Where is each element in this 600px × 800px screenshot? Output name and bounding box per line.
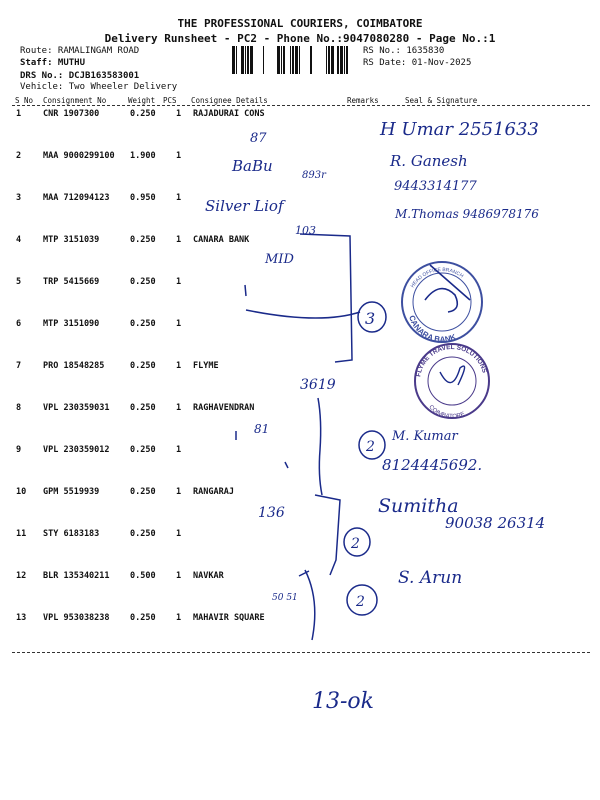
- row12-note: 50 51: [272, 593, 298, 603]
- canara-bank-stamp: [402, 262, 482, 344]
- row-weight: 0.250: [130, 319, 156, 329]
- row-consignment-no: TRP 5415669: [43, 277, 100, 287]
- route-label: Route: RAMALINGAM ROAD: [20, 46, 140, 56]
- travel-stamp-text: FLYME TRAVEL SOLUTIONS: [415, 343, 488, 378]
- col-seal-signature: Seal & Signature: [405, 96, 478, 105]
- row10-note: 136: [258, 505, 285, 521]
- row-sno: 2: [16, 151, 22, 161]
- row2-name: BaBu: [232, 157, 273, 175]
- row-consignee: NAVKAR: [193, 571, 224, 581]
- row-consignment-no: MAA 9000299100: [43, 151, 115, 161]
- row-weight: 0.250: [130, 487, 156, 497]
- row-consignee: RAJADURAI CONS: [193, 109, 265, 119]
- grouping-brackets: [236, 234, 386, 640]
- row-weight: 0.250: [130, 235, 156, 245]
- row-sno: 10: [16, 487, 27, 497]
- row-consignee: MAHAVIR SQUARE: [193, 613, 265, 623]
- row12-signature: S. Arun: [398, 568, 463, 588]
- row-weight: 0.950: [130, 193, 156, 203]
- row-consignee: FLYME: [193, 361, 219, 371]
- row-weight: 0.250: [130, 403, 156, 413]
- row-consignment-no: PRO 18548285: [43, 361, 105, 371]
- row-pcs: 1: [176, 277, 182, 287]
- row-sno: 13: [16, 613, 27, 623]
- row-pcs: 1: [176, 193, 182, 203]
- row-weight: 0.250: [130, 361, 156, 371]
- row-sno: 11: [16, 529, 27, 539]
- drs-label: DRS No.: DCJB163583001: [20, 71, 140, 81]
- row1-signature: H Umar 2551633: [380, 119, 539, 140]
- row-sno: 6: [16, 319, 22, 329]
- row-consignment-no: CNR 1907300: [43, 109, 100, 119]
- row-consignment-no: MTP 3151039: [43, 235, 100, 245]
- travel-stamp-subtext: COIMBATORE: [427, 404, 466, 421]
- row-weight: 0.250: [130, 613, 156, 623]
- row-pcs: 1: [176, 109, 182, 119]
- row-weight: 0.250: [130, 109, 156, 119]
- row-consignment-no: VPL 230359031: [43, 403, 110, 413]
- row-consignment-no: VPL 230359012: [43, 445, 110, 455]
- row7-note: 3619: [300, 377, 336, 393]
- runsheet-subtitle: Delivery Runsheet - PC2 - Phone No.:9047080280 - Page No.:1: [104, 32, 496, 45]
- group-count-c: 2: [351, 536, 360, 552]
- row10-signature: Sumitha: [378, 495, 459, 517]
- svg-text:COIMBATORE: [427, 404, 465, 420]
- row11-phone: 90038 26314: [445, 514, 546, 532]
- row-consignment-no: MTP 3151090: [43, 319, 100, 329]
- rs-date: RS Date: 01-Nov-2025: [363, 58, 472, 68]
- group-count-d: 2: [356, 594, 365, 610]
- row9-phone: 8124445692.: [382, 456, 483, 474]
- row-pcs: 1: [176, 445, 182, 455]
- row-consignee: RANGARAJ: [193, 487, 234, 497]
- col-sno: S No: [15, 96, 34, 105]
- svg-text:FLYME TRAVEL SOLUTIONS: [415, 344, 488, 377]
- row-pcs: 1: [176, 571, 182, 581]
- col-weight: Weight: [128, 96, 156, 105]
- row1-note: 87: [250, 131, 267, 146]
- row-pcs: 1: [176, 235, 182, 245]
- row-consignment-no: BLR 135340211: [43, 571, 110, 581]
- row8-note: 81: [254, 422, 270, 436]
- company-title: THE PROFESSIONAL COURIERS, COIMBATORE: [177, 17, 423, 30]
- row-weight: 0.250: [130, 529, 156, 539]
- col-pcs: PCS: [163, 96, 177, 105]
- row2-note: 893r: [302, 170, 326, 181]
- row8-signature: M. Kumar: [392, 429, 458, 444]
- row3-signature: M.Thomas 9486978176: [395, 207, 539, 221]
- total-note: 13-ok: [312, 689, 375, 714]
- row3-name: Silver Liof: [205, 197, 284, 215]
- row-pcs: 1: [176, 487, 182, 497]
- row-consignment-no: VPL 953038238: [43, 613, 110, 623]
- row-consignment-no: MAA 712094123: [43, 193, 110, 203]
- bank-stamp-subtext: HEAD OFFICE BRANCH: [409, 267, 465, 289]
- col-consignee: Consignee Details: [191, 96, 268, 105]
- group-count-a: 3: [365, 309, 376, 328]
- row-pcs: 1: [176, 613, 182, 623]
- row-weight: 0.250: [130, 277, 156, 287]
- row2-phone: 9443314177: [394, 179, 477, 194]
- row2-signature: R. Ganesh: [390, 152, 468, 170]
- row-sno: 5: [16, 277, 22, 287]
- flyme-travel-stamp: [415, 344, 489, 420]
- staff-label: Staff: MUTHU: [20, 58, 86, 68]
- row-consignment-no: STY 6183183: [43, 529, 100, 539]
- row-weight: 0.250: [130, 445, 156, 455]
- group-count-b: 2: [366, 439, 375, 455]
- row-consignee: RAGHAVENDRAN: [193, 403, 255, 413]
- row-sno: 4: [16, 235, 22, 245]
- row-pcs: 1: [176, 361, 182, 371]
- row-sno: 12: [16, 571, 27, 581]
- row-pcs: 1: [176, 403, 182, 413]
- row-sno: 7: [16, 361, 22, 371]
- row4-note: 103: [295, 224, 316, 237]
- row-sno: 8: [16, 403, 22, 413]
- row-pcs: 1: [176, 529, 182, 539]
- row-sno: 9: [16, 445, 22, 455]
- row-consignee: CANARA BANK: [193, 235, 250, 245]
- row-weight: 1.900: [130, 151, 156, 161]
- row-consignment-no: GPM 5519939: [43, 487, 100, 497]
- row-pcs: 1: [176, 151, 182, 161]
- vehicle-label: Vehicle: Two Wheeler Delivery: [20, 82, 178, 92]
- row-pcs: 1: [176, 319, 182, 329]
- bank-stamp-text: CANARA BANK: [407, 314, 458, 345]
- row4-name: MID: [265, 252, 294, 267]
- rs-number: RS No.: 1635830: [363, 46, 445, 56]
- col-consignment: Consignment No: [43, 96, 107, 105]
- col-remarks: Remarks: [347, 96, 379, 105]
- row-sno: 3: [16, 193, 22, 203]
- row-sno: 1: [16, 109, 22, 119]
- row-weight: 0.500: [130, 571, 156, 581]
